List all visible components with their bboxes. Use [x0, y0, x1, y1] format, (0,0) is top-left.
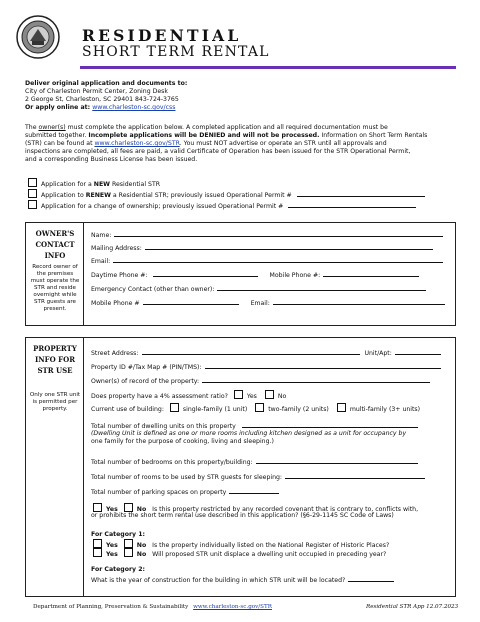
property-section-divider [83, 337, 84, 597]
emergency-row [91, 284, 426, 294]
street-row [91, 348, 441, 358]
intro-text: Information on Short Term Rentals [319, 132, 428, 139]
street-field[interactable] [142, 348, 360, 355]
app-type-label: Application to [41, 192, 86, 199]
pid-row [91, 362, 441, 372]
covenant-row-2 [91, 512, 394, 520]
property-side-title: PROPERTY INFO FOR STR USE [33, 344, 77, 375]
denied-warning: Incomplete applications will be DENIED and will not be processed. [88, 132, 320, 139]
current-use-label: Current use of building: [91, 406, 164, 413]
parking-row [91, 487, 279, 497]
owner-email-field[interactable] [113, 256, 443, 263]
property-side-note: Only one STR unit is permitted per property. [29, 392, 81, 412]
dwelling-def-1 [91, 430, 406, 438]
app-type-label: Application for a [41, 181, 94, 188]
dwelling-def-2: one family for the purpose of cooking, living and sleeping.) [91, 438, 274, 445]
owners-record-label: Owner(s) of record of the property: [91, 378, 200, 385]
mobile-phone-field[interactable] [323, 270, 419, 277]
owner-mailing-field[interactable] [145, 243, 433, 250]
cat2-q-text: What is the year of construction for the building in which STR unit will be located? [91, 577, 346, 584]
covenant-no-checkbox[interactable] [124, 503, 133, 512]
cat1-q1-text: Is the property individually listed on the National Register of Historic Places? [152, 542, 390, 549]
intro-text: submitted together. [25, 132, 89, 139]
deliver-heading: Deliver original application and documents to: [25, 80, 188, 87]
app-type-change [28, 200, 416, 211]
cat1-q2-row [93, 548, 386, 559]
cat1-q2-yes-checkbox[interactable] [93, 548, 102, 557]
deliver-online [25, 104, 176, 112]
covenant-text: Is this property restricted by any recorded covenant that is contrary to, conflicts with, [152, 506, 419, 513]
owner-word: owner(s) [38, 124, 66, 131]
bedrooms-field[interactable] [256, 457, 418, 464]
app-type-bold: RENEW [85, 192, 111, 199]
str-info-link[interactable]: www.charleston-sc.gov/STR [94, 140, 180, 147]
cat1-q2-no-checkbox[interactable] [124, 548, 133, 557]
intro-text: . You must NOT advertise or operate an STR until all approvals and [179, 140, 387, 147]
parking-label: Total number of parking spaces on property [91, 489, 227, 496]
cat2-year-field[interactable] [348, 575, 394, 582]
app-type-label: Application for a change of ownership; previously issued Operational Permit # [41, 203, 284, 210]
online-prefix: Or apply online at: [25, 104, 93, 111]
assessment-label: Does property have a 4% assessment ratio? [91, 393, 228, 400]
single-family-label: single-family (1 unit) [182, 406, 248, 413]
intro-line1 [25, 124, 388, 132]
rooms-str-field[interactable] [285, 472, 425, 479]
emergency-mobile-field[interactable] [143, 298, 239, 305]
owner-side-title: OWNER'S CONTACT INFO [35, 229, 75, 260]
intro-text: (STR) can be found at [25, 140, 95, 147]
header-accent-bar [80, 66, 456, 69]
multi-family-checkbox[interactable] [337, 403, 346, 412]
change-permit-field[interactable] [288, 201, 416, 208]
no-label: No [136, 542, 147, 549]
covenant-text: or prohibits the short term rental use described in this application? (§6-29-1145 SC Code of Laws) [91, 512, 394, 519]
two-family-checkbox[interactable] [255, 403, 264, 412]
single-family-checkbox[interactable] [170, 403, 179, 412]
no-label: No [136, 551, 147, 558]
day-phone-label: Daytime Phone #: [91, 272, 148, 279]
yes-label: Yes [106, 506, 118, 513]
intro-text: The [25, 124, 39, 131]
dwelling-label: Total number of dwelling units on this property [91, 423, 236, 430]
emergency-email-field[interactable] [273, 298, 445, 305]
emergency-label: Emergency Contact (other than owner): [91, 286, 215, 293]
emergency-email-label: Email: [250, 300, 270, 307]
pid-label: Property ID #/Tax Map # (PIN/TMS): [91, 364, 202, 371]
app-type-renew [28, 189, 425, 200]
owner-phone-row [91, 270, 419, 280]
no-label: No [277, 393, 287, 400]
emergency-mobile-label: Mobile Phone # [91, 300, 140, 307]
footer-link[interactable]: www.charleston-sc.gov/STR [193, 604, 272, 610]
intro-line2 [25, 132, 427, 140]
rooms-str-row [91, 472, 425, 482]
footer-left [33, 604, 272, 610]
owner-name-field[interactable] [114, 230, 443, 237]
footer-department: Department of Planning, Preservation & Sustainability [33, 604, 189, 610]
form-title-line2: SHORT TERM RENTAL [82, 44, 270, 60]
bedrooms-label: Total number of bedrooms on this property/building: [91, 459, 253, 466]
no-label: No [136, 506, 147, 513]
owner-name-row [91, 230, 443, 240]
owner-mailing-row [91, 243, 433, 253]
current-use-row [91, 403, 420, 414]
footer-right: Residential STR App 12.07.2023 [366, 604, 459, 610]
renew-permit-field[interactable] [297, 190, 425, 197]
yes-label: Yes [106, 551, 118, 558]
intro-line5: and a corresponding Business License has been issued. [25, 156, 198, 163]
two-family-label: two-family (2 units) [268, 406, 329, 413]
street-label: Street Address: [91, 350, 139, 357]
cat1-q2-text: Will proposed STR unit displace a dwelling unit occupied in preceding year? [152, 551, 387, 558]
covenant-yes-checkbox[interactable] [93, 503, 102, 512]
cat1-q1-no-checkbox[interactable] [124, 539, 133, 548]
owner-email-label: Email: [91, 258, 111, 265]
cat1-title: For Category 1: [91, 531, 146, 538]
intro-line4: inspections are completed, all fees are paid, a valid Certificate of Operation has been issued for the STR Operational Permit, [25, 148, 411, 155]
owners-record-row [91, 376, 430, 386]
yes-label: Yes [106, 542, 118, 549]
emergency-contact-row [91, 298, 445, 308]
mobile-phone-label: Mobile Phone #: [269, 272, 321, 279]
change-checkbox[interactable] [28, 200, 37, 209]
parking-field[interactable] [229, 487, 279, 494]
bedrooms-row [91, 457, 418, 467]
deliver-line2: 2 George St, Charleston, SC 29401 843-724-3765 [25, 96, 179, 103]
assessment-no-checkbox[interactable] [265, 390, 274, 399]
owner-mailing-label: Mailing Address: [91, 245, 142, 252]
intro-line3 [25, 140, 387, 148]
cat2-title: For Category 2: [91, 566, 146, 573]
cat1-q1-yes-checkbox[interactable] [93, 539, 102, 548]
unit-label: Unit/Apt: [364, 350, 392, 357]
intro-text: must complete the application below. A completed application and all required documentation must be [65, 124, 388, 131]
pid-field[interactable] [205, 362, 441, 369]
rooms-str-label: Total number of rooms to be used by STR guests for sleeping: [91, 474, 283, 481]
dwelling-def-text: (Dwelling Unit is defined as one or more rooms including kitchen designed as a unit for occupancy by [91, 430, 407, 437]
day-phone-field[interactable] [153, 270, 258, 277]
form-title-line1: RESIDENTIAL [82, 26, 242, 45]
multi-family-label: multi-family (3+ units) [349, 406, 421, 413]
cat2-q-row [91, 575, 394, 585]
assessment-row [91, 390, 286, 401]
app-type-new [28, 178, 160, 189]
owner-side-note: Record owner of the premises must operate the STR and reside overnight while STR guests are present. [30, 264, 80, 312]
emergency-field[interactable] [217, 284, 426, 291]
app-type-label: a Residential STR; previously issued Operational Permit # [110, 192, 292, 199]
deliver-line1: City of Charleston Permit Center, Zoning Desk [25, 88, 168, 95]
yes-label: Yes [246, 393, 257, 400]
unit-field[interactable] [395, 348, 441, 355]
online-link[interactable]: www.charleston-sc.gov/css [92, 104, 176, 111]
assessment-yes-checkbox[interactable] [234, 390, 243, 399]
app-type-bold: NEW [93, 181, 111, 188]
owner-section-divider [83, 222, 84, 326]
owner-email-row [91, 256, 443, 266]
new-checkbox[interactable] [28, 178, 37, 187]
owner-name-label: Name: [91, 232, 112, 239]
renew-checkbox[interactable] [28, 189, 37, 198]
city-seal [16, 15, 60, 59]
owners-record-field[interactable] [202, 376, 430, 383]
app-type-label: Residential STR [110, 181, 161, 188]
dwelling-field[interactable] [242, 421, 418, 428]
